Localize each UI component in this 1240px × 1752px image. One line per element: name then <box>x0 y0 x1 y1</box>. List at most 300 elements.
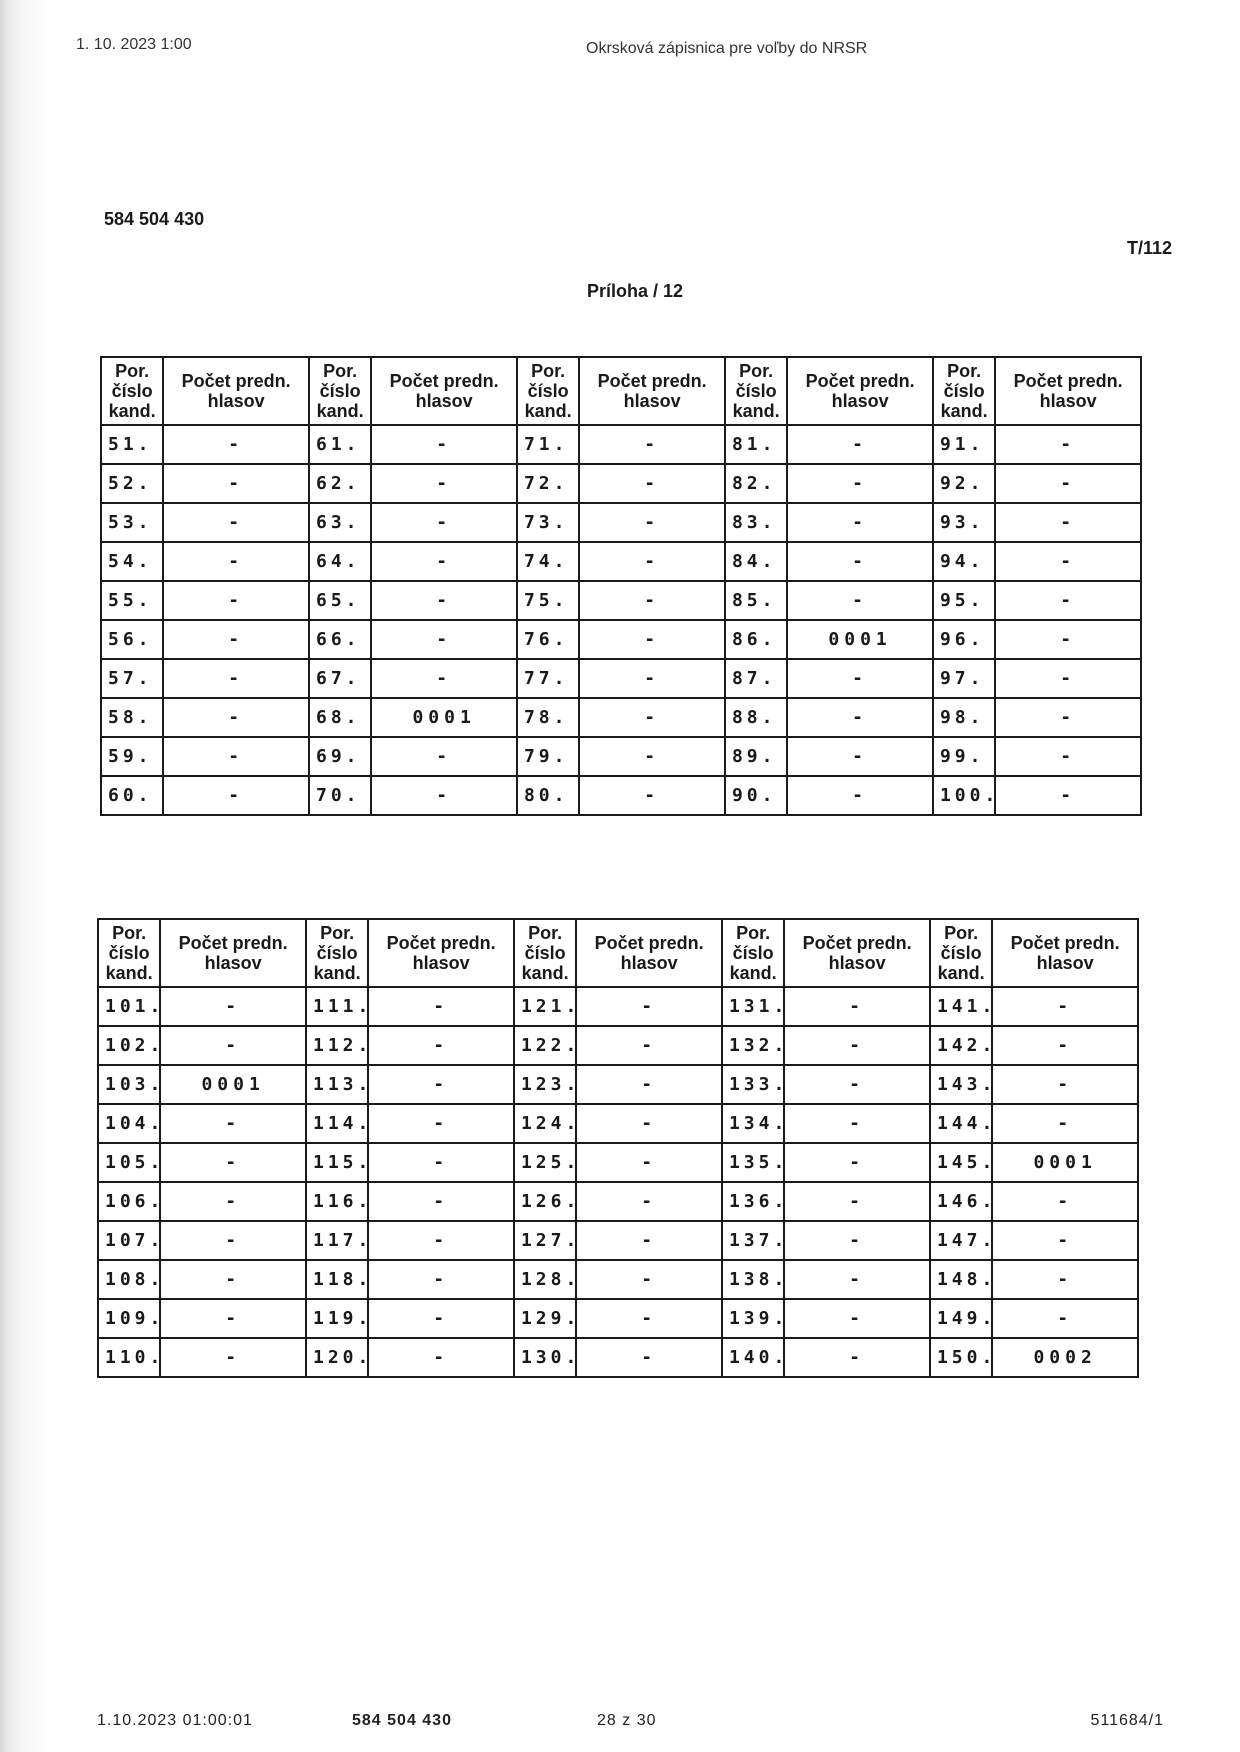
preferential-votes-value: - <box>368 1143 514 1182</box>
preferential-votes-value: - <box>163 425 309 464</box>
preferential-votes-value: - <box>371 464 517 503</box>
header-candidate-number <box>98 919 160 987</box>
candidate-number: 72. <box>517 464 579 503</box>
candidate-number: 142. <box>930 1026 992 1065</box>
preferential-votes-value: 0001 <box>160 1065 306 1104</box>
candidate-number: 145. <box>930 1143 992 1182</box>
preferential-votes-value: - <box>995 425 1141 464</box>
preferential-votes-value: - <box>160 1182 306 1221</box>
preferential-votes-value: - <box>579 503 725 542</box>
preferential-votes-value: - <box>787 659 933 698</box>
candidate-number: 78. <box>517 698 579 737</box>
preferential-votes-value: - <box>368 1338 514 1377</box>
candidate-number: 93. <box>933 503 995 542</box>
candidate-number: 114. <box>306 1104 368 1143</box>
header-text-line: kand. <box>732 401 780 421</box>
header-text-line: kand. <box>105 963 153 983</box>
candidate-number: 55. <box>101 581 163 620</box>
candidate-number: 57. <box>101 659 163 698</box>
candidate-number: 87. <box>725 659 787 698</box>
candidate-number: 108. <box>98 1260 160 1299</box>
candidate-number: 63. <box>309 503 371 542</box>
preferential-votes-value: - <box>992 1260 1138 1299</box>
header-text-line: Počet predn. <box>389 371 499 391</box>
preferential-votes-value: - <box>163 659 309 698</box>
header-text-line: hlasov <box>1039 391 1097 411</box>
candidate-number: 107. <box>98 1221 160 1260</box>
preferential-votes-value: - <box>576 1260 722 1299</box>
candidate-number: 69. <box>309 737 371 776</box>
table-row <box>98 1260 1138 1299</box>
preferential-votes-value: - <box>995 581 1141 620</box>
preferential-votes-value: - <box>784 1026 930 1065</box>
preferential-votes-value: - <box>163 581 309 620</box>
preferential-votes-value: - <box>368 987 514 1026</box>
preferential-votes-value: 0002 <box>992 1338 1138 1377</box>
preferential-votes-value: - <box>371 542 517 581</box>
preferential-votes-value: - <box>163 737 309 776</box>
candidate-number: 131. <box>722 987 784 1026</box>
candidate-number: 121. <box>514 987 576 1026</box>
table-row <box>101 425 1141 464</box>
candidate-number: 95. <box>933 581 995 620</box>
preferential-votes-value: - <box>784 1260 930 1299</box>
header-candidate-number <box>722 919 784 987</box>
preferential-votes-value: - <box>163 776 309 815</box>
candidate-number: 149. <box>930 1299 992 1338</box>
preferential-votes-value: - <box>787 581 933 620</box>
candidate-number: 89. <box>725 737 787 776</box>
preferential-votes-value: - <box>160 1299 306 1338</box>
header-text-line: Por. <box>944 923 979 943</box>
header-text-line: Počet predn. <box>181 371 291 391</box>
preferential-votes-value: - <box>368 1182 514 1221</box>
header-preferential-votes <box>992 919 1138 987</box>
preferential-votes-value: - <box>576 987 722 1026</box>
header-text-line: hlasov <box>828 953 886 973</box>
preferential-votes-value: - <box>579 737 725 776</box>
header-candidate-number <box>517 357 579 425</box>
table-row <box>98 987 1138 1026</box>
preferential-votes-value: - <box>995 737 1141 776</box>
preferential-votes-value: 0001 <box>787 620 933 659</box>
candidate-number: 119. <box>306 1299 368 1338</box>
candidate-number: 86. <box>725 620 787 659</box>
header-text-line: Por. <box>739 361 774 381</box>
preferential-votes-value: - <box>579 425 725 464</box>
header-preferential-votes <box>784 919 930 987</box>
header-preferential-votes <box>163 357 309 425</box>
candidate-number: 70. <box>309 776 371 815</box>
table-row <box>98 1182 1138 1221</box>
header-text-line: Por. <box>531 361 566 381</box>
candidate-number: 104. <box>98 1104 160 1143</box>
candidate-number: 77. <box>517 659 579 698</box>
header-text-line: kand. <box>524 401 572 421</box>
preferential-votes-value: - <box>579 542 725 581</box>
candidate-number: 54. <box>101 542 163 581</box>
candidate-number: 109. <box>98 1299 160 1338</box>
preferential-votes-value: - <box>368 1026 514 1065</box>
candidate-number: 134. <box>722 1104 784 1143</box>
preferential-votes-value: - <box>371 737 517 776</box>
preferential-votes-value: - <box>784 1182 930 1221</box>
preferential-votes-value: - <box>579 464 725 503</box>
table-row <box>98 1143 1138 1182</box>
candidate-number: 115. <box>306 1143 368 1182</box>
document-id: 584 504 430 <box>104 209 205 229</box>
candidate-number: 118. <box>306 1260 368 1299</box>
header-preferential-votes <box>995 357 1141 425</box>
candidate-number: 148. <box>930 1260 992 1299</box>
header-text-line: kand. <box>313 963 361 983</box>
header-text-line: kand. <box>729 963 777 983</box>
candidate-number: 76. <box>517 620 579 659</box>
header-preferential-votes <box>371 357 517 425</box>
table-row <box>98 1221 1138 1260</box>
header-text-line: kand. <box>937 963 985 983</box>
preferential-votes-value: - <box>163 464 309 503</box>
preferential-votes-value: - <box>576 1065 722 1104</box>
header-text-line: číslo <box>111 381 153 401</box>
header-text-line: Počet predn. <box>178 933 288 953</box>
candidate-number: 56. <box>101 620 163 659</box>
table-row <box>98 1299 1138 1338</box>
header-title: Okrsková zápisnica pre voľby do NRSR <box>586 40 868 57</box>
header-text-line: Počet predn. <box>802 933 912 953</box>
table-row <box>101 503 1141 542</box>
preferential-votes-value: - <box>371 503 517 542</box>
candidate-number: 67. <box>309 659 371 698</box>
header-text-line: Por. <box>736 923 771 943</box>
preferential-votes-value: - <box>787 737 933 776</box>
candidate-votes-table-2 <box>97 918 1139 1378</box>
preferential-votes-value: - <box>787 464 933 503</box>
candidate-number: 98. <box>933 698 995 737</box>
table-header-row <box>101 357 1141 425</box>
candidate-number: 52. <box>101 464 163 503</box>
candidate-number: 117. <box>306 1221 368 1260</box>
preferential-votes-value: - <box>160 1260 306 1299</box>
header-text-line: hlasov <box>620 953 678 973</box>
preferential-votes-value: - <box>163 542 309 581</box>
header-text-line: hlasov <box>1036 953 1094 973</box>
candidate-number: 94. <box>933 542 995 581</box>
candidate-number: 91. <box>933 425 995 464</box>
preferential-votes-value: - <box>576 1143 722 1182</box>
table-header-row <box>98 919 1138 987</box>
candidate-number: 74. <box>517 542 579 581</box>
header-text-line: kand. <box>108 401 156 421</box>
candidate-number: 140. <box>722 1338 784 1377</box>
header-text-line: číslo <box>524 943 566 963</box>
preferential-votes-value: - <box>579 776 725 815</box>
preferential-votes-value: - <box>995 464 1141 503</box>
candidate-number: 65. <box>309 581 371 620</box>
candidate-number: 59. <box>101 737 163 776</box>
header-text-line: Počet predn. <box>594 933 704 953</box>
preferential-votes-value: - <box>992 987 1138 1026</box>
preferential-votes-value: - <box>784 1143 930 1182</box>
table-row <box>101 698 1141 737</box>
candidate-number: 79. <box>517 737 579 776</box>
table-row <box>101 620 1141 659</box>
preferential-votes-value: - <box>784 1221 930 1260</box>
candidate-number: 105. <box>98 1143 160 1182</box>
preferential-votes-value: - <box>160 1143 306 1182</box>
header-text-line: Počet predn. <box>1013 371 1123 391</box>
header-candidate-number <box>930 919 992 987</box>
header-text-line: číslo <box>527 381 569 401</box>
preferential-votes-value: - <box>995 503 1141 542</box>
table-row <box>98 1026 1138 1065</box>
candidate-number: 150. <box>930 1338 992 1377</box>
header-text-line: hlasov <box>412 953 470 973</box>
candidate-number: 61. <box>309 425 371 464</box>
header-text-line: číslo <box>943 381 985 401</box>
candidate-number: 92. <box>933 464 995 503</box>
candidate-number: 85. <box>725 581 787 620</box>
header-text-line: kand. <box>316 401 364 421</box>
header-text-line: Por. <box>528 923 563 943</box>
table-row <box>101 464 1141 503</box>
header-text-line: Počet predn. <box>386 933 496 953</box>
preferential-votes-value: - <box>992 1182 1138 1221</box>
candidate-number: 83. <box>725 503 787 542</box>
candidate-number: 90. <box>725 776 787 815</box>
candidate-number: 129. <box>514 1299 576 1338</box>
candidate-number: 122. <box>514 1026 576 1065</box>
preferential-votes-value: - <box>576 1104 722 1143</box>
preferential-votes-value: - <box>371 620 517 659</box>
preferential-votes-value: - <box>579 581 725 620</box>
preferential-votes-value: - <box>163 698 309 737</box>
preferential-votes-value: - <box>787 503 933 542</box>
preferential-votes-value: - <box>784 1299 930 1338</box>
preferential-votes-value: - <box>787 542 933 581</box>
candidate-number: 143. <box>930 1065 992 1104</box>
table-row <box>101 776 1141 815</box>
candidate-number: 137. <box>722 1221 784 1260</box>
candidate-number: 99. <box>933 737 995 776</box>
candidate-votes-table-1 <box>100 356 1142 816</box>
preferential-votes-value: - <box>160 1338 306 1377</box>
header-candidate-number <box>514 919 576 987</box>
candidate-number: 135. <box>722 1143 784 1182</box>
preferential-votes-value: - <box>992 1104 1138 1143</box>
header-preferential-votes <box>368 919 514 987</box>
candidate-number: 139. <box>722 1299 784 1338</box>
candidate-number: 75. <box>517 581 579 620</box>
candidate-number: 88. <box>725 698 787 737</box>
header-candidate-number <box>306 919 368 987</box>
preferential-votes-value: - <box>160 1104 306 1143</box>
header-text-line: číslo <box>732 943 774 963</box>
table-row <box>98 1338 1138 1377</box>
preferential-votes-value: - <box>576 1026 722 1065</box>
candidate-number: 113. <box>306 1065 368 1104</box>
header-text-line: hlasov <box>831 391 889 411</box>
candidate-number: 123. <box>514 1065 576 1104</box>
candidate-number: 66. <box>309 620 371 659</box>
preferential-votes-value: - <box>992 1299 1138 1338</box>
header-text-line: Počet predn. <box>597 371 707 391</box>
preferential-votes-value: - <box>579 698 725 737</box>
candidate-number: 62. <box>309 464 371 503</box>
candidate-number: 110. <box>98 1338 160 1377</box>
candidate-number: 136. <box>722 1182 784 1221</box>
preferential-votes-value: - <box>576 1182 722 1221</box>
preferential-votes-value: - <box>160 1026 306 1065</box>
preferential-votes-value: - <box>995 659 1141 698</box>
preferential-votes-value: 0001 <box>992 1143 1138 1182</box>
candidate-number: 126. <box>514 1182 576 1221</box>
candidate-number: 116. <box>306 1182 368 1221</box>
preferential-votes-value: - <box>371 425 517 464</box>
candidate-number: 147. <box>930 1221 992 1260</box>
preferential-votes-value: - <box>163 620 309 659</box>
candidate-number: 141. <box>930 987 992 1026</box>
header-text-line: kand. <box>521 963 569 983</box>
preferential-votes-value: - <box>368 1104 514 1143</box>
candidate-number: 124. <box>514 1104 576 1143</box>
candidate-number: 60. <box>101 776 163 815</box>
preferential-votes-value: - <box>784 1104 930 1143</box>
table-row <box>101 581 1141 620</box>
candidate-number: 125. <box>514 1143 576 1182</box>
table-row <box>98 1104 1138 1143</box>
header-text-line: číslo <box>940 943 982 963</box>
candidate-number: 132. <box>722 1026 784 1065</box>
footer-reference: 511684/1 <box>1090 1712 1164 1729</box>
header-preferential-votes <box>576 919 722 987</box>
header-text-line: Por. <box>320 923 355 943</box>
preferential-votes-value: - <box>160 1221 306 1260</box>
candidate-number: 133. <box>722 1065 784 1104</box>
preferential-votes-value: - <box>995 542 1141 581</box>
footer-timestamp: 1.10.2023 01:00:01 <box>97 1712 253 1729</box>
preferential-votes-value: - <box>163 503 309 542</box>
candidate-number: 101. <box>98 987 160 1026</box>
candidate-number: 128. <box>514 1260 576 1299</box>
candidate-number: 51. <box>101 425 163 464</box>
header-text-line: hlasov <box>623 391 681 411</box>
candidate-number: 146. <box>930 1182 992 1221</box>
candidate-number: 127. <box>514 1221 576 1260</box>
preferential-votes-value: - <box>368 1221 514 1260</box>
table-row <box>101 737 1141 776</box>
header-text-line: Por. <box>947 361 982 381</box>
preferential-votes-value: - <box>579 659 725 698</box>
candidate-number: 120. <box>306 1338 368 1377</box>
preferential-votes-value: - <box>368 1299 514 1338</box>
preferential-votes-value: - <box>368 1065 514 1104</box>
candidate-number: 106. <box>98 1182 160 1221</box>
header-text-line: číslo <box>316 943 358 963</box>
header-text-line: hlasov <box>415 391 473 411</box>
table-row <box>98 1065 1138 1104</box>
candidate-number: 73. <box>517 503 579 542</box>
candidate-number: 102. <box>98 1026 160 1065</box>
preferential-votes-value: - <box>995 698 1141 737</box>
header-candidate-number <box>309 357 371 425</box>
candidate-number: 138. <box>722 1260 784 1299</box>
header-candidate-number <box>933 357 995 425</box>
preferential-votes-value: - <box>371 776 517 815</box>
header-candidate-number <box>101 357 163 425</box>
candidate-number: 82. <box>725 464 787 503</box>
preferential-votes-value: - <box>579 620 725 659</box>
annex-title: Príloha / 12 <box>587 281 684 301</box>
preferential-votes-value: - <box>368 1260 514 1299</box>
footer-document-id: 584 504 430 <box>352 1712 452 1729</box>
preferential-votes-value: - <box>787 698 933 737</box>
preferential-votes-value: - <box>787 425 933 464</box>
header-candidate-number <box>725 357 787 425</box>
header-text-line: číslo <box>735 381 777 401</box>
preferential-votes-value: - <box>576 1221 722 1260</box>
preferential-votes-value: - <box>992 1221 1138 1260</box>
preferential-votes-value: - <box>371 659 517 698</box>
candidate-number: 100. <box>933 776 995 815</box>
header-text-line: číslo <box>319 381 361 401</box>
preferential-votes-value: - <box>576 1299 722 1338</box>
header-preferential-votes <box>579 357 725 425</box>
candidate-number: 68. <box>309 698 371 737</box>
candidate-number: 97. <box>933 659 995 698</box>
header-text-line: Por. <box>323 361 358 381</box>
header-date: 1. 10. 2023 1:00 <box>76 36 192 53</box>
preferential-votes-value: 0001 <box>371 698 517 737</box>
preferential-votes-value: - <box>160 987 306 1026</box>
candidate-number: 144. <box>930 1104 992 1143</box>
scan-shadow-edge <box>0 0 48 1752</box>
header-preferential-votes <box>787 357 933 425</box>
header-text-line: hlasov <box>207 391 265 411</box>
header-text-line: Počet predn. <box>805 371 915 391</box>
preferential-votes-value: - <box>995 776 1141 815</box>
candidate-number: 53. <box>101 503 163 542</box>
header-text-line: číslo <box>108 943 150 963</box>
preferential-votes-value: - <box>995 620 1141 659</box>
header-text-line: Por. <box>112 923 147 943</box>
header-text-line: Por. <box>115 361 150 381</box>
candidate-number: 64. <box>309 542 371 581</box>
preferential-votes-value: - <box>784 1338 930 1377</box>
candidate-number: 130. <box>514 1338 576 1377</box>
header-text-line: hlasov <box>204 953 262 973</box>
header-text-line: kand. <box>940 401 988 421</box>
candidate-number: 111. <box>306 987 368 1026</box>
preferential-votes-value: - <box>784 987 930 1026</box>
preferential-votes-value: - <box>576 1338 722 1377</box>
candidate-number: 80. <box>517 776 579 815</box>
document-code: T/112 <box>1126 238 1172 258</box>
candidate-number: 103. <box>98 1065 160 1104</box>
candidate-number: 81. <box>725 425 787 464</box>
candidate-number: 112. <box>306 1026 368 1065</box>
table-row <box>101 542 1141 581</box>
candidate-number: 96. <box>933 620 995 659</box>
preferential-votes-value: - <box>992 1065 1138 1104</box>
header-preferential-votes <box>160 919 306 987</box>
preferential-votes-value: - <box>784 1065 930 1104</box>
preferential-votes-value: - <box>787 776 933 815</box>
footer-page-number: 28 z 30 <box>597 1712 657 1729</box>
candidate-number: 71. <box>517 425 579 464</box>
preferential-votes-value: - <box>371 581 517 620</box>
table-row <box>101 659 1141 698</box>
